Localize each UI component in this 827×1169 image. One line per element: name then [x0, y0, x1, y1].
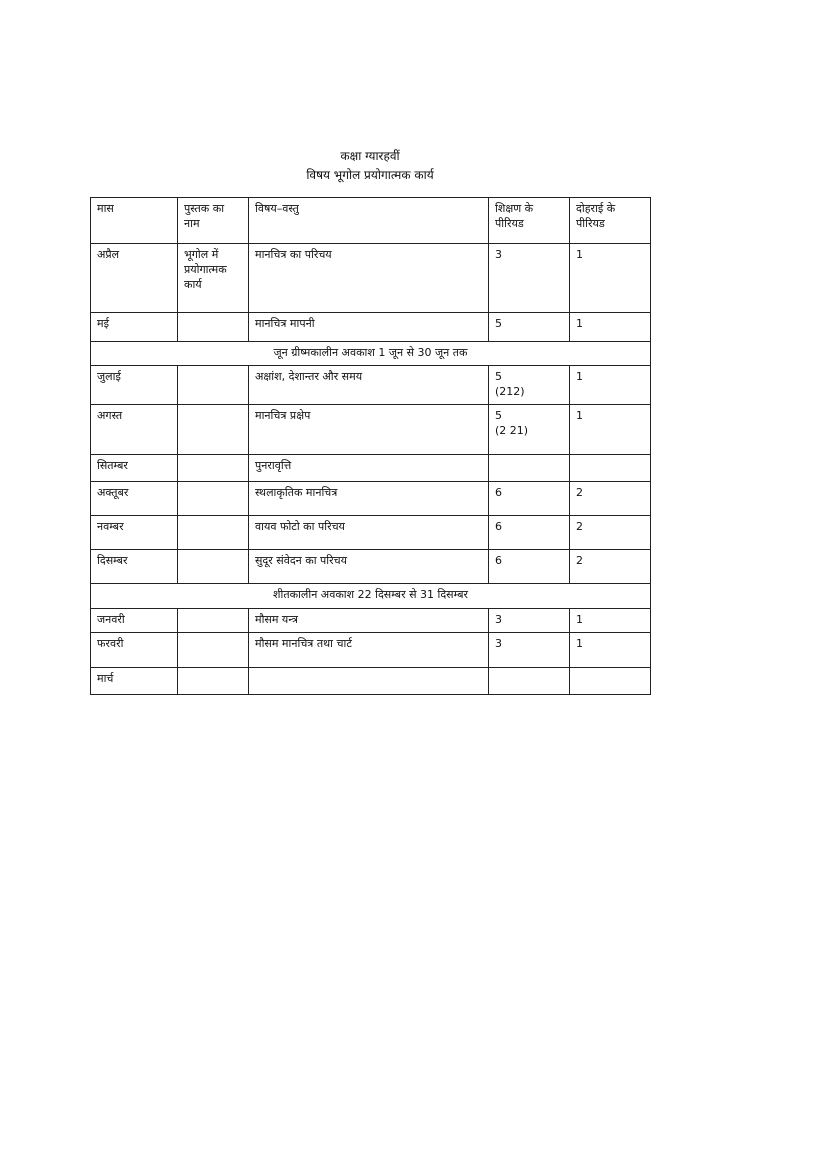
book-cell: भूगोल में प्रयोगात्मक कार्य: [178, 244, 249, 313]
content-cell: मानचित्र मापनी: [249, 313, 489, 342]
book-cell: [178, 633, 249, 668]
book-cell: [178, 550, 249, 584]
month-cell: मार्च: [91, 668, 178, 695]
table-row: [91, 455, 651, 482]
winter-vacation-note: शीतकालीन अवकाश 22 दिसम्बर से 31 दिसम्बर: [91, 584, 651, 609]
table-row: [91, 609, 651, 633]
teaching-periods-cell: 6: [489, 516, 570, 550]
table-row: [91, 550, 651, 584]
subject-title: विषय भूगोल प्रयोगात्मक कार्य: [306, 168, 434, 182]
column-header-book: पुस्तक का नाम: [178, 198, 249, 244]
table-row: [91, 668, 651, 695]
content-cell: स्थलाकृतिक मानचित्र: [249, 482, 489, 516]
content-cell: अक्षांश, देशान्तर और समय: [249, 366, 489, 405]
table-row: [91, 405, 651, 455]
teaching-periods-cell: [489, 455, 570, 482]
teaching-periods-cell: 6: [489, 550, 570, 584]
winter-vacation-row: [91, 584, 651, 609]
revision-periods-cell: 2: [570, 482, 651, 516]
teaching-periods-cell: 3: [489, 609, 570, 633]
table-row: [91, 633, 651, 668]
teaching-periods-cell: 3: [489, 244, 570, 313]
month-cell: जनवरी: [91, 609, 178, 633]
month-cell: फरवरी: [91, 633, 178, 668]
table-row: [91, 366, 651, 405]
column-header-revision-periods: दोहराई के पीरियड: [570, 198, 651, 244]
syllabus-table: [90, 197, 651, 695]
revision-periods-cell: [570, 455, 651, 482]
content-cell: पुनरावृत्ति: [249, 455, 489, 482]
table-row: [91, 516, 651, 550]
book-cell: [178, 482, 249, 516]
month-cell: अप्रैल: [91, 244, 178, 313]
book-cell: [178, 405, 249, 455]
revision-periods-cell: [570, 668, 651, 695]
month-cell: मई: [91, 313, 178, 342]
teaching-periods-cell: 3: [489, 633, 570, 668]
month-cell: अगस्त: [91, 405, 178, 455]
table-row: [91, 313, 651, 342]
content-cell: सुदूर संवेदन का परिचय: [249, 550, 489, 584]
content-cell: [249, 668, 489, 695]
book-cell: [178, 455, 249, 482]
month-cell: अक्तूबर: [91, 482, 178, 516]
table-row: [91, 482, 651, 516]
content-cell: मानचित्र प्रक्षेप: [249, 405, 489, 455]
teaching-periods-cell: [489, 668, 570, 695]
content-cell: मौसम मानचित्र तथा चार्ट: [249, 633, 489, 668]
column-header-teaching-periods: शिक्षण के पीरियड: [489, 198, 570, 244]
content-cell: वायव फोटो का परिचय: [249, 516, 489, 550]
revision-periods-cell: 2: [570, 516, 651, 550]
revision-periods-cell: 1: [570, 366, 651, 405]
teaching-periods-cell: 5: [489, 313, 570, 342]
teaching-periods-cell: 6: [489, 482, 570, 516]
teaching-periods-cell: 5 (2 21): [489, 405, 570, 455]
content-cell: मौसम यन्त्र: [249, 609, 489, 633]
column-header-month: मास: [91, 198, 178, 244]
book-cell: [178, 313, 249, 342]
revision-periods-cell: 1: [570, 633, 651, 668]
month-cell: जुलाई: [91, 366, 178, 405]
revision-periods-cell: 1: [570, 313, 651, 342]
summer-vacation-row: [91, 342, 651, 366]
table-row: [91, 244, 651, 313]
month-cell: दिसम्बर: [91, 550, 178, 584]
summer-vacation-note: जून ग्रीष्मकालीन अवकाश 1 जून से 30 जून तक: [91, 342, 651, 366]
month-cell: सितम्बर: [91, 455, 178, 482]
book-cell: [178, 609, 249, 633]
content-cell: मानचित्र का परिचय: [249, 244, 489, 313]
class-title: कक्षा ग्यारहवीं: [340, 149, 400, 163]
revision-periods-cell: 2: [570, 550, 651, 584]
month-cell: नवम्बर: [91, 516, 178, 550]
revision-periods-cell: 1: [570, 405, 651, 455]
revision-periods-cell: 1: [570, 609, 651, 633]
book-cell: [178, 668, 249, 695]
book-cell: [178, 366, 249, 405]
column-header-content: विषय–वस्तु: [249, 198, 489, 244]
book-cell: [178, 516, 249, 550]
table-header-row: [91, 198, 651, 244]
teaching-periods-cell: 5 (212): [489, 366, 570, 405]
revision-periods-cell: 1: [570, 244, 651, 313]
